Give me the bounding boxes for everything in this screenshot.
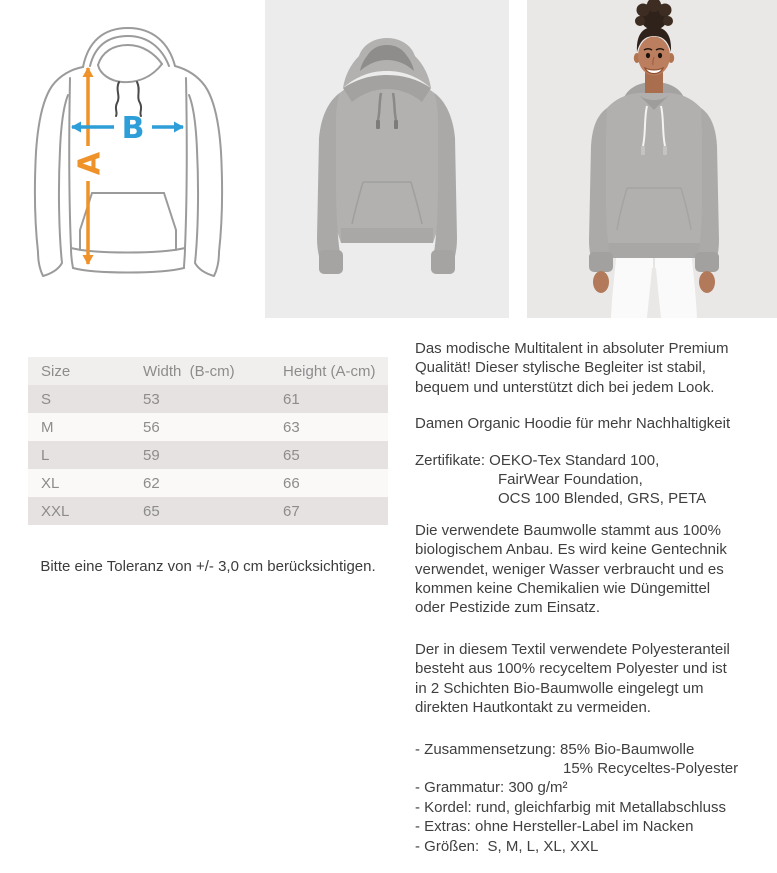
- text-line: Das modische Multitalent in absoluter Premium: [415, 340, 729, 357]
- size-cell: S: [41, 390, 52, 408]
- width-cell: 65: [143, 502, 160, 520]
- text-line: Zertifikate: OEKO-Tex Standard 100,: [415, 451, 660, 469]
- text-line: bequem und unterstützt dich bei jedem Look.: [415, 378, 715, 396]
- text-line: OCS 100 Blended, GRS, PETA: [498, 490, 707, 508]
- size-chart-header-row: [28, 357, 388, 385]
- text-line: Qualität! Dieser stylische Begleiter ist stabil,: [415, 359, 706, 377]
- size-chart-row-xl: [28, 469, 388, 497]
- certificates-paragraph: [415, 451, 777, 509]
- spec-cord: - Kordel: rund, gleichfarbig mit Metallabschluss: [415, 798, 726, 816]
- height-cell: 61: [283, 390, 300, 408]
- height-cell: 67: [283, 502, 300, 520]
- text-line: oder Pestizide zum Einsatz.: [415, 599, 601, 617]
- size-chart-row-l: [28, 441, 388, 469]
- model-photo-image: [527, 0, 777, 318]
- size-cell: L: [41, 446, 50, 464]
- spec-sizes: - Größen: S, M, L, XL, XXL: [415, 837, 599, 855]
- column-header-size: Size: [41, 362, 71, 380]
- size-chart-table: [28, 357, 388, 525]
- measurement-diagram-image: [0, 0, 255, 318]
- spec-composition: - Zusammensetzung: 85% Bio-Baumwolle: [415, 740, 695, 758]
- size-chart-row-m: [28, 413, 388, 441]
- size-cell: M: [41, 418, 54, 436]
- size-chart-row-xxl: [28, 497, 388, 525]
- text-line: Der in diesem Textil verwendete Polyesteranteil: [415, 640, 730, 658]
- width-cell: 53: [143, 390, 160, 408]
- intro-paragraph: [415, 339, 777, 397]
- height-arrow-a-icon: [73, 67, 108, 265]
- specs-list: [415, 740, 777, 856]
- text-line: kommen keine Chemikalien wie Düngemittel: [415, 580, 711, 598]
- height-cell: 63: [283, 418, 300, 436]
- text-line: besteht aus 100% recyceltem Polyester und ist: [415, 660, 727, 678]
- column-header-height: Height (A-cm): [283, 362, 376, 380]
- hoodie-sketch: [35, 28, 222, 276]
- label-b: B: [121, 111, 145, 146]
- text-line: FairWear Foundation,: [498, 471, 643, 489]
- width-cell: 59: [143, 446, 160, 464]
- product-subtitle: Damen Organic Hoodie für mehr Nachhaltigkeit: [415, 415, 731, 433]
- text-line: in 2 Schichten Bio-Baumwolle eingelegt um: [415, 679, 704, 697]
- product-description: [415, 339, 777, 856]
- hoodie-outline-drawing: [0, 0, 255, 318]
- label-a: A: [72, 151, 108, 176]
- size-cell: XXL: [41, 502, 70, 520]
- width-cell: 56: [143, 418, 160, 436]
- height-cell: 65: [283, 446, 300, 464]
- text-line: Die verwendete Baumwolle stammt aus 100%: [415, 521, 721, 539]
- polyester-paragraph: [415, 640, 777, 718]
- product-front-image: [265, 0, 509, 318]
- width-cell: 62: [143, 474, 160, 492]
- cotton-paragraph: [415, 521, 777, 618]
- height-cell: 66: [283, 474, 300, 492]
- column-header-width: Width (B-cm): [143, 362, 235, 380]
- text-line: biologischem Anbau. Es wird keine Gentechnik: [415, 541, 727, 559]
- model-illustration: [527, 0, 777, 318]
- spec-composition-2: 15% Recyceltes-Polyester: [563, 759, 739, 777]
- size-cell: XL: [41, 474, 60, 492]
- text-line: verwendet, weniger Wasser verbraucht und es: [415, 560, 724, 578]
- subtitle-paragraph: [415, 414, 777, 433]
- spec-weight: - Grammatur: 300 g/m²: [415, 779, 568, 797]
- size-chart-row-s: [28, 385, 388, 413]
- hoodie-front-illustration: [265, 0, 509, 318]
- tolerance-note: Bitte eine Toleranz von +/- 3,0 cm berücksichtigen.: [40, 558, 376, 575]
- text-line: direkten Hautkontakt zu vermeiden.: [415, 699, 651, 717]
- spec-extras: - Extras: ohne Hersteller-Label im Nacken: [415, 818, 694, 836]
